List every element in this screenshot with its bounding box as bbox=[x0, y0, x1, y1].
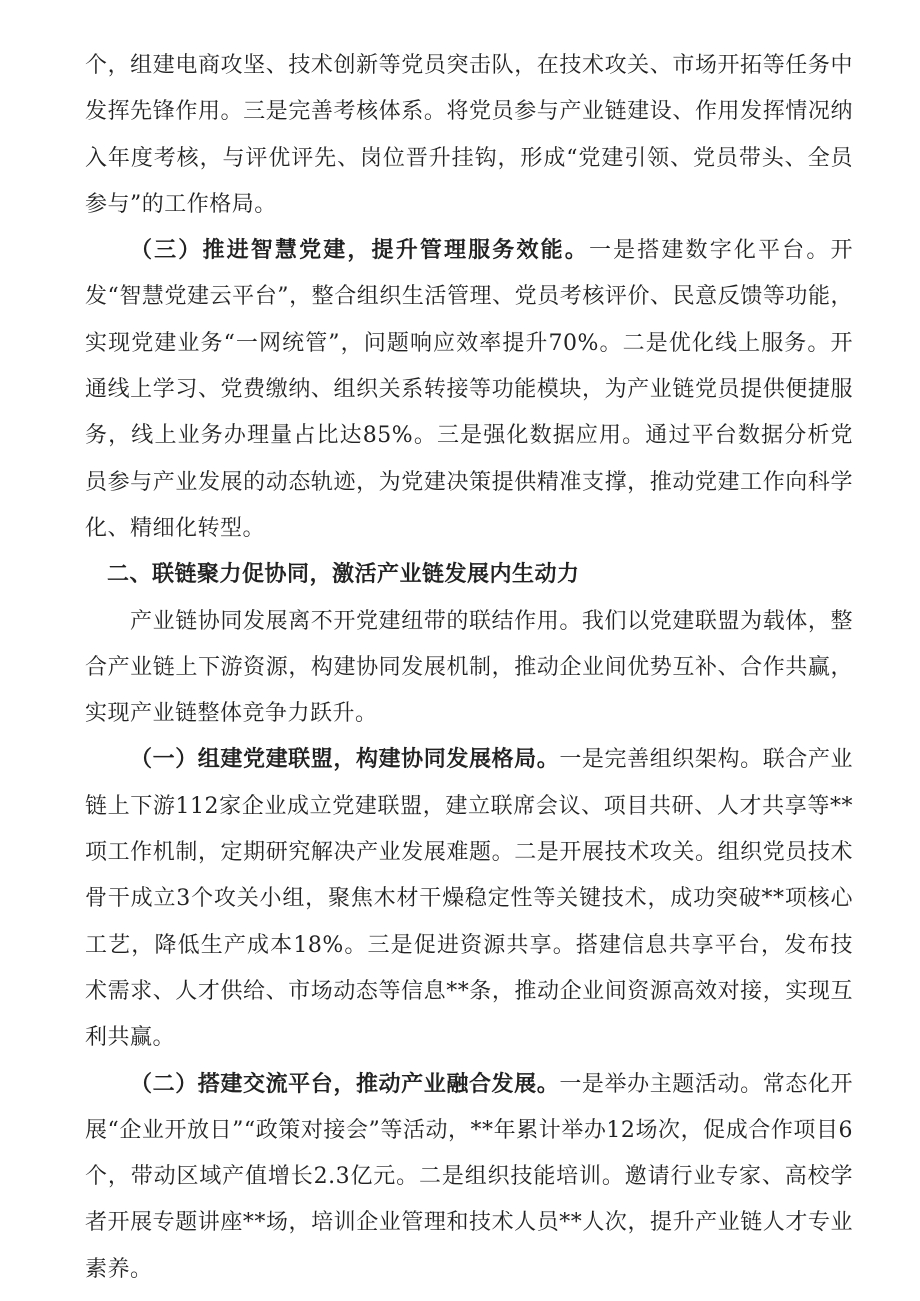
paragraph-body: 个，组建电商攻坚、技术创新等党员突击队，在技术攻关、市场开拓等任务中发挥先锋作用。三是完善考核体系。将党员参与产业链建设、作用发挥情况纳入年度考核，与评优评先、岗位晋升挂钩，形成“党建引领、党员带头、全员参与”的工作格局。 bbox=[85, 53, 853, 217]
paragraph-party-alliance bbox=[85, 737, 853, 1061]
paragraph-body: 产业链协同发展离不开党建纽带的联结作用。我们以党建联盟为载体，整合产业链上下游资源，构建协同发展机制，推动企业间优势互补、合作共赢，实现产业链整体竞争力跃升。 bbox=[85, 608, 853, 727]
section-heading: 二、联链聚力促协同，激活产业链发展内生动力 bbox=[107, 562, 580, 588]
paragraph-body: 一是搭建数字化平台。开发“智慧党建云平台”，整合组织生活管理、党员考核评价、民意反馈等功能，实现党建业务“一网统管”，问题响应效率提升70%。二是优化线上服务。开通线上学习、党费缴纳、组织关系转接等功能模块，为产业链党员提供便捷服务，线上业务办理量占比达85%。三是强化数据应用。通过平台数据分析党员参与产业发展的动态轨迹，为党建决策提供精准支撑，推动党建工作向科学化、精细化转型。 bbox=[85, 238, 853, 541]
paragraph-lead: （二）搭建交流平台，推动产业融合发展。 bbox=[130, 1071, 560, 1097]
paragraph-lead: （三）推进智慧党建，提升管理服务效能。 bbox=[130, 238, 589, 264]
paragraph-assessment-system bbox=[85, 43, 853, 228]
paragraph-section-intro bbox=[85, 599, 853, 738]
paragraph-smart-party-building bbox=[85, 228, 853, 552]
paragraph-lead: （一）组建党建联盟，构建协同发展格局。 bbox=[130, 747, 560, 773]
paragraph-body: 一是举办主题活动。常态化开展“企业开放日”“政策对接会”等活动，**年累计举办12场次，促成合作项目6个，带动区域产值增长2.3亿元。二是组织技能培训。邀请行业专家、高校学者开展专题讲座**场，培训企业管理和技术人员**人次，提升产业链人才专业素养。 bbox=[85, 1071, 853, 1282]
paragraph-body: 一是完善组织架构。联合产业链上下游112家企业成立党建联盟，建立联席会议、项目共研、人才共享等**项工作机制，定期研究解决产业发展难题。二是开展技术攻关。组织党员技术骨干成立3个攻关小组，聚焦木材干燥稳定性等关键技术，成功突破**项核心工艺，降低生产成本18%。三是促进资源共享。搭建信息共享平台，发布技术需求、人才供给、市场动态等信息**条，推动企业间资源高效对接，实现互利共赢。 bbox=[85, 747, 853, 1051]
paragraph-exchange-platform bbox=[85, 1062, 853, 1293]
